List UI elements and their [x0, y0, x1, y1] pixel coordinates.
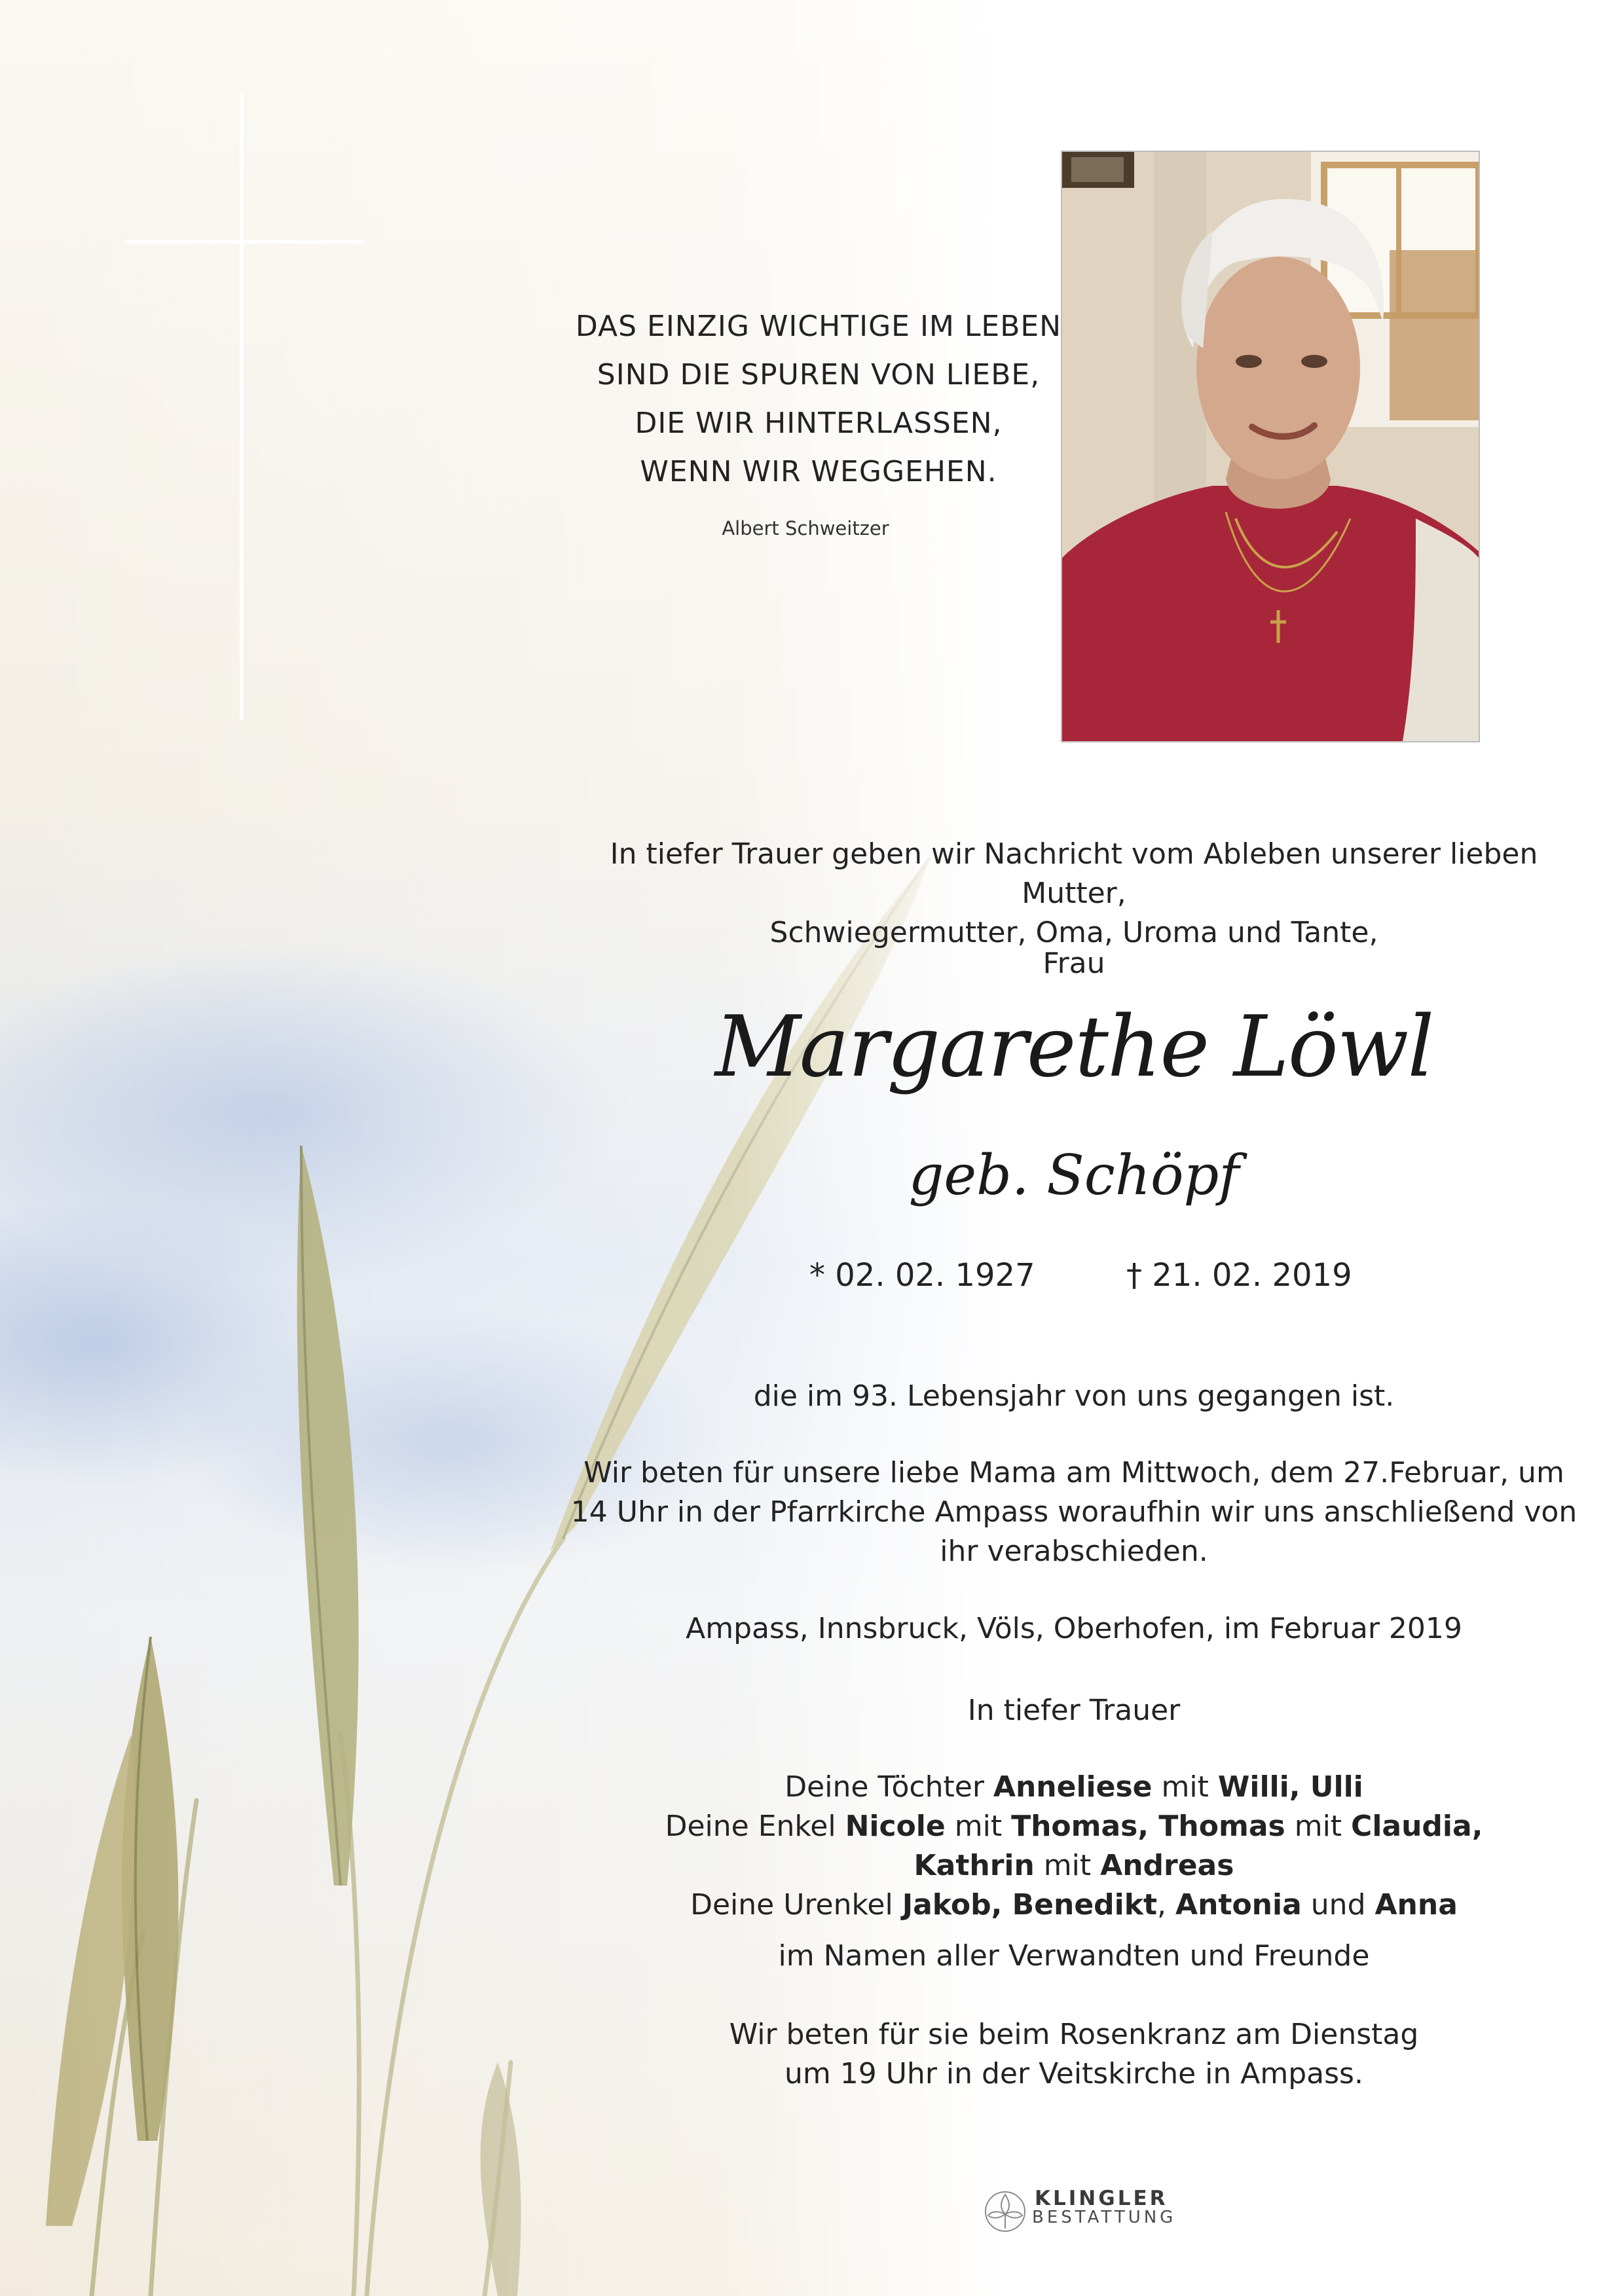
- service-line: ihr verabschieden.: [940, 1535, 1208, 1568]
- grandchild-name: Kathrin: [913, 1849, 1035, 1882]
- service-text: [563, 1453, 1585, 1571]
- with-word: mit: [954, 1810, 1003, 1843]
- mourning-line: In tiefer Trauer: [967, 1694, 1181, 1727]
- portrait-photo: [1061, 151, 1480, 742]
- intro-text: [563, 835, 1585, 953]
- great-grandchildren-prefix: Deine Urenkel: [690, 1888, 893, 1922]
- death-date: † 21. 02. 2019: [1126, 1257, 1352, 1294]
- klingler-logo-icon: [979, 2185, 1031, 2238]
- quote-line: SIND DIE SPUREN VON LIEBE,: [597, 358, 1041, 392]
- service-line: 14 Uhr in der Pfarrkirche Ampass woraufhin wir uns anschließend von: [570, 1495, 1578, 1529]
- daughters-prefix: Deine Töchter: [784, 1770, 984, 1804]
- family-list: [563, 1768, 1585, 1925]
- daughters-line: [563, 1768, 1585, 1807]
- rosary-line: um 19 Uhr in der Veitskirche in Ampass.: [784, 2057, 1363, 2090]
- birth-date: * 02. 02. 1927: [809, 1257, 1035, 1294]
- relatives-line: im Namen aller Verwandten und Freunde: [778, 1939, 1370, 1973]
- great-grandchild-name: Antonia: [1175, 1888, 1302, 1922]
- intro-line: Schwiegermutter, Oma, Uroma und Tante,: [769, 916, 1378, 949]
- grandchildren-prefix: Deine Enkel: [665, 1810, 836, 1843]
- quote-author: Albert Schweitzer: [722, 517, 889, 539]
- grandchildren-line: [563, 1807, 1585, 1846]
- quote-line: WENN WIR WEGGEHEN.: [640, 455, 997, 488]
- great-grandchild-name: Anna: [1375, 1888, 1458, 1922]
- with-word: mit: [1161, 1770, 1209, 1804]
- partner-names: Willi, Ulli: [1217, 1770, 1363, 1804]
- deceased-name: Margarethe Löwl: [714, 998, 1433, 1096]
- service-line: Wir beten für unsere liebe Mama am Mittwoch, dem 27.Februar, um: [583, 1456, 1564, 1489]
- place-date: Ampass, Innsbruck, Völs, Oberhofen, im Februar 2019: [686, 1612, 1462, 1645]
- with-word: mit: [1294, 1810, 1342, 1843]
- grandchildren-line-2: [563, 1846, 1585, 1886]
- logo-subtitle: BESTATTUNG: [1032, 2208, 1177, 2227]
- rosary-text: [563, 2015, 1585, 2094]
- grandchild-name: Andreas: [1100, 1849, 1234, 1882]
- and-word: und: [1310, 1888, 1366, 1922]
- grandchild-name: Nicole: [845, 1810, 946, 1843]
- salutation: Frau: [1043, 947, 1105, 980]
- grandchild-name: Thomas, Thomas: [1011, 1810, 1285, 1843]
- separator: ,: [1157, 1888, 1167, 1922]
- quote-line: DIE WIR HINTERLASSEN,: [635, 407, 1003, 440]
- portrait-illustration: [1062, 152, 1479, 741]
- maiden-name: geb. Schöpf: [908, 1143, 1240, 1207]
- great-grandchildren-line: [563, 1886, 1585, 1925]
- daughter-name: Anneliese: [993, 1770, 1153, 1804]
- intro-line: In tiefer Trauer geben wir Nachricht vom Ableben unserer lieben Mutter,: [610, 837, 1538, 910]
- age-line: die im 93. Lebensjahr von uns gegangen ist.: [753, 1379, 1395, 1413]
- rosary-line: Wir beten für sie beim Rosenkranz am Dienstag: [729, 2018, 1419, 2051]
- with-word: mit: [1043, 1849, 1092, 1882]
- great-grandchild-name: Jakob, Benedikt: [902, 1888, 1158, 1922]
- logo-name: KLINGLER: [1035, 2187, 1168, 2210]
- quote-line: DAS EINZIG WICHTIGE IM LEBEN: [575, 310, 1062, 343]
- grandchild-name: Claudia,: [1351, 1810, 1483, 1843]
